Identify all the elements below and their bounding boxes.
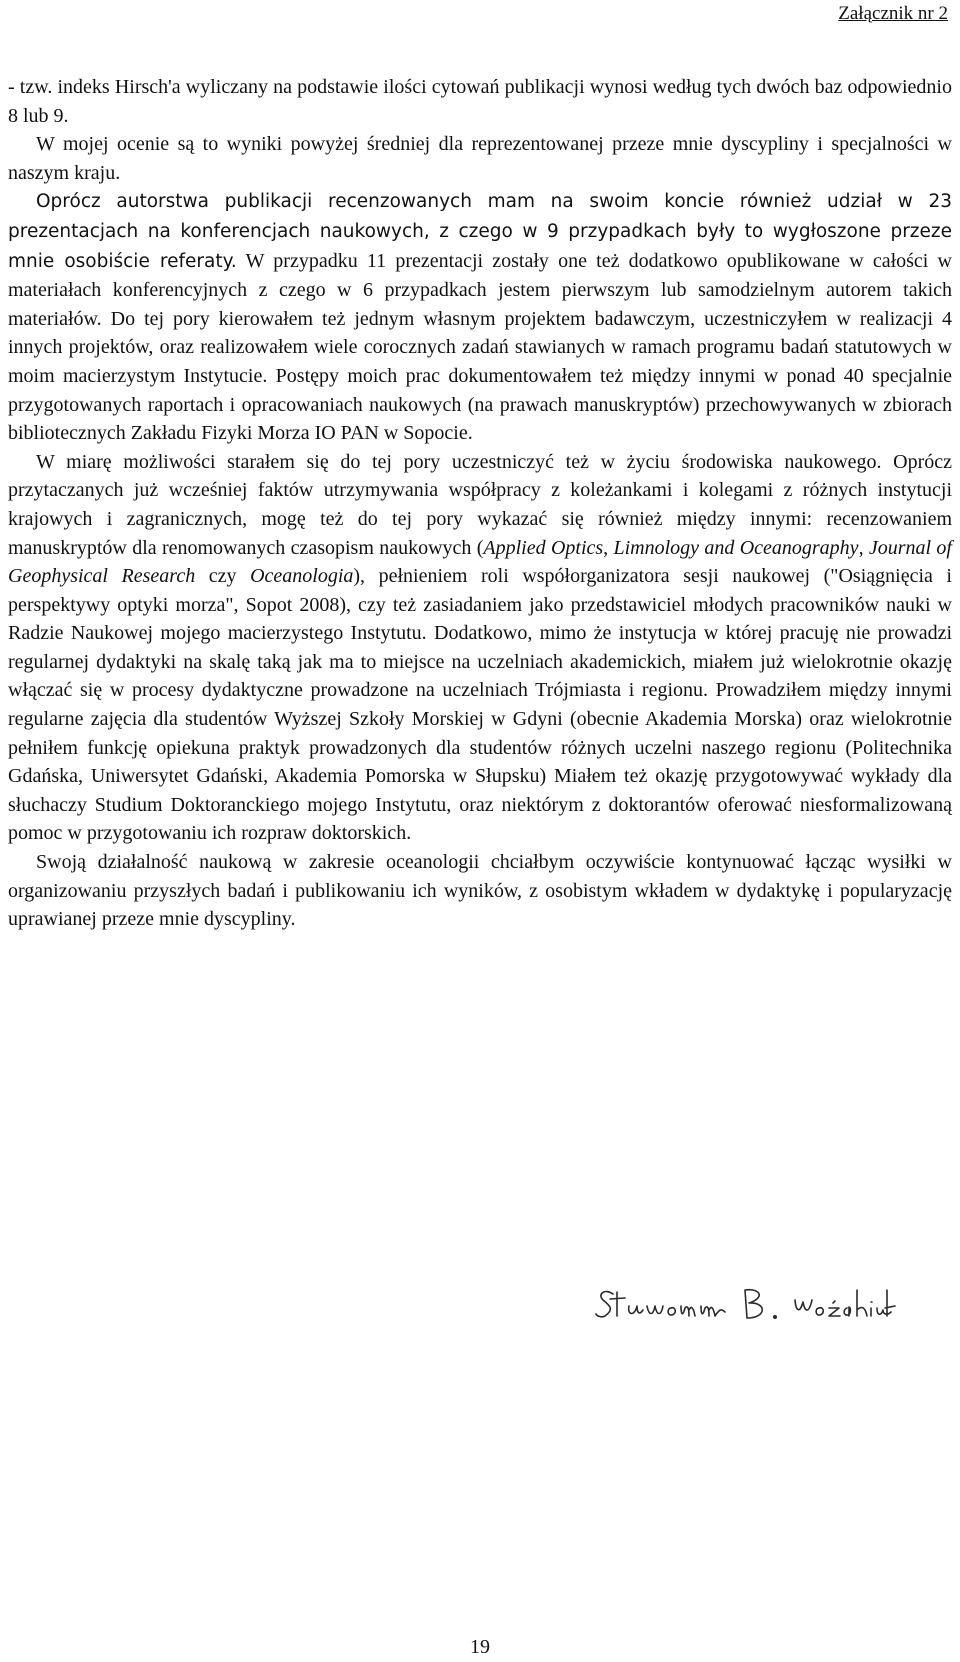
handwritten-signature (595, 1272, 905, 1332)
document-body (8, 73, 952, 934)
separator-text: , (858, 536, 869, 559)
paragraph-community (8, 448, 952, 848)
paragraph-text: - tzw. indeks Hirsch'a wyliczany na podstawie ilości cytowań publikacji wynosi według tych dwóch baz odpowiednio 8 lub 9. (8, 76, 952, 127)
journal-title: Oceanologia (250, 565, 354, 588)
paragraph-text: W mojej ocenie są to wyniki powyżej średniej dla reprezentowanej przeze mnie dyscypliny i specjalności w naszym kraju. (8, 133, 952, 184)
paragraph-assessment (8, 130, 952, 187)
paragraph-hirsch-index (8, 73, 952, 130)
paragraph-text-sans: Oprócz autorstwa publikacji recenzowanych mam na swoim koncie również udział w 23 prezentacjach na konferencjach naukowych, z czego w 9 przypadkach były to wygłoszone przeze mnie osobiście referaty. (8, 191, 952, 272)
paragraph-text: ), pełnieniem roli współorganizatora sesji naukowej ("Osiągnięcia i perspektywy optyki morza", Sopot 2008), czy też zasiadaniem jako przedstawiciel młodych pracowników nauki w Radzie Naukowej mojego macierzystego Instytutu. Dodatkowo, mimo że instytucja w której pracuję nie prowadzi regularnej dydaktyki na skalę taką jak ma to miejsce na uczelniach akademickich, miałem już wielokrotnie okazję włączać się w procesy dydaktyczne prowadzone na uczelniach Trójmiasta i regionu. Prowadziłem między innymi regularne zajęcia dla studentów Wyższej Szkoły Morskiej w Gdyni (obecnie Akademia Morska) oraz wielokrotnie pełniłem funkcję opiekuna praktyk prowadzonych dla studentów różnych uczelni naszego regionu (Politechnika Gdańska, Uniwersytet Gdański, Akademia Pomorska w Słupsku) Miałem też okazję przygotowywać wykłady dla słuchaczy Studium Doktoranckiego mojego Instytutu, oraz niektórym z doktorantów oferować niesformalizowaną pomoc w przygotowaniu ich rozpraw doktorskich. (8, 565, 952, 845)
attachment-label: Załącznik nr 2 (838, 3, 948, 24)
journal-title: Applied Optics (483, 536, 604, 559)
paragraph-text: W przypadku 11 prezentacji zostały one też dodatkowo opublikowane w całości w materiałach konferencyjnych z czego w 6 przypadkach jestem pierwszym lub samodzielnym autorem takich materiałów. Do tej pory kierowałem też jednym własnym projektem badawczym, uczestniczyłem w realizacji 4 innych projektów, oraz realizowałem wiele corocznych zadań stawianych w ramach programu badań statutowych w moim macierzystym Instytucie. Postępy moich prac dokumentowałem też między innymi w ponad 40 specjalnie przygotowanych raportach i opracowaniach naukowych (na prawach manuskryptów) przechowywanych w zbiorach bibliotecznych Zakładu Fizyki Morza IO PAN w Sopocie. (8, 249, 952, 445)
paragraph-text: W miarę możliwości starałem się do tej pory uczestniczyć też w życiu środowiska naukowego. Oprócz przytaczanych już wcześniej faktów utrzymywania współpracy z koleżankami i kolegami z różnych instytucji krajowych i zagranicznych, mogę też do tej pory wykazać się również między innymi: recenzowaniem manuskryptów dla renomowanych czasopism naukowych ( (8, 450, 952, 559)
separator-text: czy (195, 565, 251, 588)
separator-text: , (603, 536, 614, 559)
journal-title: Journal of Geophysical Research (8, 536, 952, 588)
paragraph-text: Swoją działalność naukową w zakresie oceanologii chciałbym oczywiście kontynuować łącząc wysiłki w organizowaniu przyszłych badań i publikowaniu ich wyników, z osobistym wkładem w dydaktykę i popularyzację uprawianej przeze mnie dyscypliny. (8, 851, 952, 931)
page-number: 19 (470, 1636, 490, 1658)
paragraph-plans (8, 848, 952, 934)
journal-title: Limnology and Oceanography (613, 536, 859, 559)
paragraph-conferences (8, 187, 952, 447)
